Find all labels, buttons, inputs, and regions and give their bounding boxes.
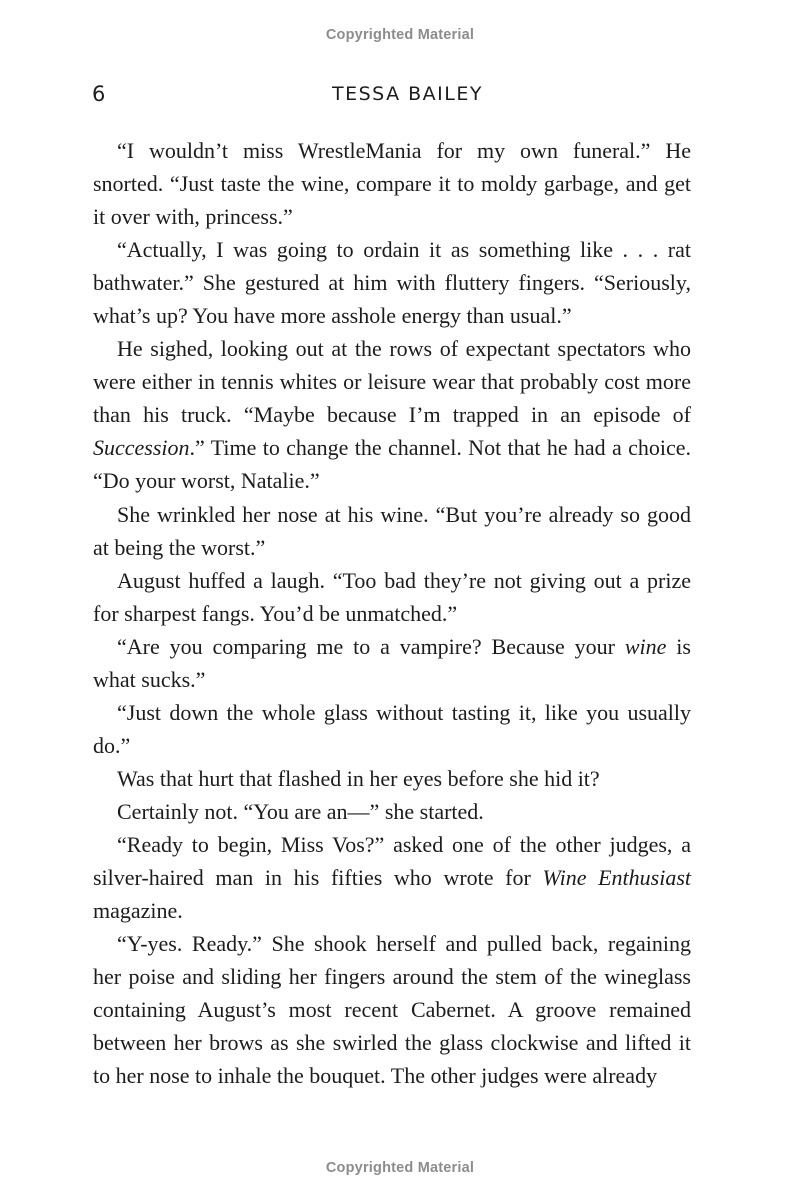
paragraph [93, 564, 691, 630]
italic-text: Succession [93, 435, 190, 461]
body-text [93, 134, 691, 1092]
paragraph [93, 233, 691, 332]
paragraph [93, 498, 691, 564]
running-head [92, 82, 692, 110]
paragraph-text: .” Time to change the channel. Not that he had a choice. “Do your worst, Natalie.” [93, 435, 691, 494]
paragraph-text: “I wouldn’t miss WrestleMania for my own funeral.” He snorted. “Just taste the wine, compare it to moldy garbage, and get it over with, princess.” [93, 138, 691, 230]
paragraph [93, 762, 691, 795]
paragraph-text: “Ready to begin, Miss Vos?” asked one of the other judges, a silver-haired man in his fifties who wrote for [93, 831, 691, 891]
paragraph [93, 630, 691, 696]
paragraph-text: “Actually, I was going to ordain it as something like . . . rat bathwater.” She gestured at him with fluttery fingers. “Seriously, what’s up? You have more asshole energy than usual.” [93, 237, 691, 329]
paragraph [93, 795, 691, 828]
italic-text: Wine Enthusiast [542, 865, 691, 891]
paragraph-text: August huffed a laugh. “Too bad they’re not giving out a prize for sharpest fangs. You’d be unmatched.” [93, 567, 691, 626]
paragraph [93, 332, 691, 497]
copyright-watermark-top: Copyrighted Material [325, 27, 475, 43]
paragraph [93, 828, 691, 927]
paragraph-text: “Are you comparing me to a vampire? Because your [117, 633, 625, 659]
paragraph-text: “Y-yes. Ready.” She shook herself and pulled back, regaining her poise and sliding her fingers around the stem of the wineglass containing August’s most recent Cabernet. A groove remained between her brows as she swirled the glass clockwise and lifted it to her nose to inhale the bouquet. The other judges were already [93, 931, 691, 1089]
paragraph-text: He sighed, looking out at the rows of expectant spectators who were either in tennis whites or leisure wear that probably cost more than his truck. “Maybe because I’m trapped in an episode of [93, 336, 691, 428]
paragraph [93, 696, 691, 762]
paragraph [93, 927, 691, 1092]
paragraph-text: magazine. [93, 898, 183, 924]
page-number: 6 [92, 82, 106, 106]
italic-text: wine [624, 633, 667, 659]
copyright-watermark-bottom: Copyrighted Material [325, 1160, 475, 1176]
paragraph-text: Was that hurt that flashed in her eyes before she hid it? [117, 765, 600, 791]
paragraph-text: Certainly not. “You are an—” she started. [117, 798, 484, 824]
paragraph-text: is what sucks.” [93, 633, 691, 692]
author-name: TESSA BAILEY [332, 83, 483, 105]
paragraph-text: “Just down the whole glass without tasting it, like you usually do.” [93, 699, 691, 758]
paragraph-text: She wrinkled her nose at his wine. “But you’re already so good at being the worst.” [93, 501, 691, 560]
paragraph [93, 134, 691, 233]
